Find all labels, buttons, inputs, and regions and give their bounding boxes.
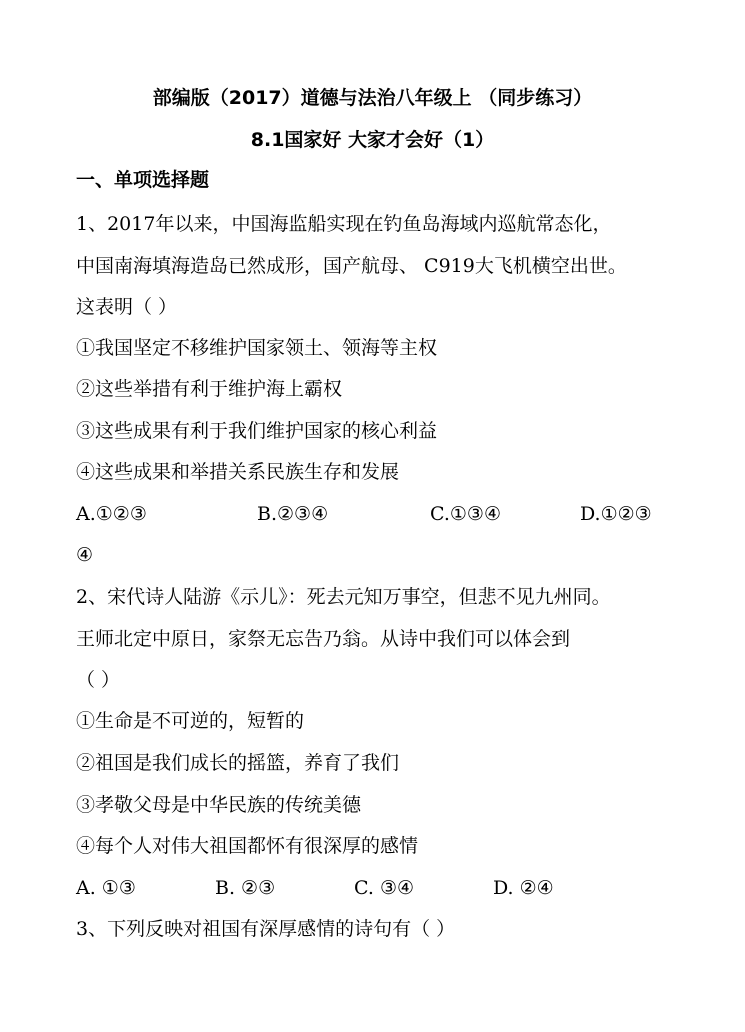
q2-item-4: ④每个人对伟大祖国都怀有很深厚的感情 [76,835,419,857]
q1-item-4: ④这些成果和举措关系民族生存和发展 [76,461,400,483]
q2-option-a: A. ①③ [76,877,136,899]
q1-option-d-wrap: ④ [76,544,94,566]
q2-stem-line-2: 王师北定中原日，家祭无忘告乃翁。从诗中我们可以体会到 [76,628,571,650]
section-heading: 一、单项选择题 [76,169,210,191]
doc-title: 部编版（2017）道德与法治八年级上 （同步练习） [152,87,593,109]
q1-stem-line-2: 中国南海填海造岛已然成形，国产航母、 C919大飞机横空出世。 [76,255,627,277]
q2-option-b: B. ②③ [215,877,276,899]
q1-option-d: D.①②③ [580,503,652,525]
q1-option-c: C.①③④ [430,503,501,525]
q1-option-a: A.①②③ [76,503,147,525]
q1-item-2: ②这些举措有利于维护海上霸权 [76,378,343,400]
q2-item-2: ②祖国是我们成长的摇篮，养育了我们 [76,752,400,774]
q3-stem: 3、下列反映对祖国有深厚感情的诗句有（ ） [76,918,456,940]
q2-stem-line-1: 2、宋代诗人陆游《示儿》：死去元知万事空，但悲不见九州同。 [76,586,611,608]
q2-item-3: ③孝敬父母是中华民族的传统美德 [76,794,362,816]
doc-subtitle: 8.1国家好 大家才会好（1） [250,129,495,151]
q2-stem-line-3: （ ） [76,669,121,691]
q1-item-3: ③这些成果有利于我们维护国家的核心利益 [76,420,438,442]
q2-option-d: D. ②④ [493,877,554,899]
q1-stem-line-3: 这表明（ ） [76,296,178,318]
q1-stem-line-1: 1、2017年以来，中国海监船实现在钓鱼岛海域内巡航常态化， [76,213,612,235]
q2-option-c: C. ③④ [354,877,415,899]
q2-item-1: ①生命是不可逆的，短暂的 [76,710,305,732]
q1-item-1: ①我国坚定不移维护国家领土、领海等主权 [76,337,438,359]
q1-option-b: B.②③④ [257,503,329,525]
